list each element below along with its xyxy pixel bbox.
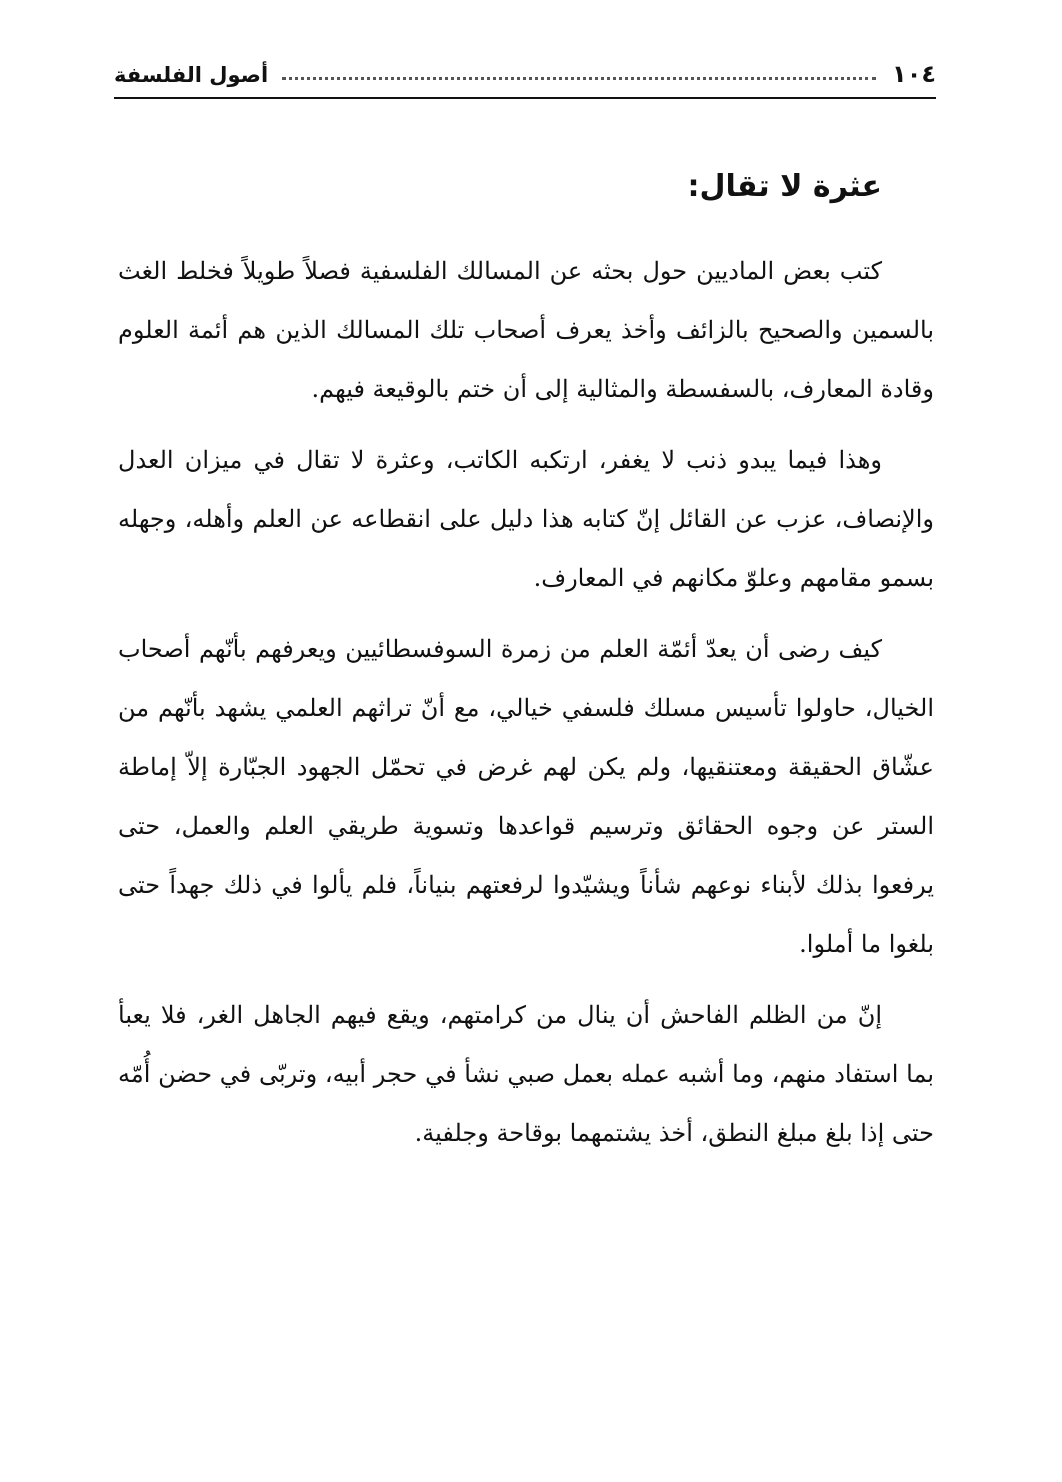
section-heading: عثرة لا تقال: xyxy=(687,169,882,204)
paragraph-4: إنّ من الظلم الفاحش أن ينال من كرامتهم، ويقع فيهم الجاهل الغر، فلا يعبأ بما استفاد منهم، وما أشبه عمله بعمل صبي نشأ في حجر أبيه، وتربّى في حضن أُمّه حتى إذا بلغ مبلغ النطق، أخذ يشتمهما بوقاحة وجلفية. xyxy=(118,1001,934,1147)
book-title: أصول الفلسفة xyxy=(114,63,269,87)
header-rule xyxy=(114,97,936,99)
paragraph-3: كيف رضى أن يعدّ أئمّة العلم من زمرة السوفسطائيين ويعرفهم بأنّهم أصحاب الخيال، حاولوا تأسيس مسلك فلسفي خيالي، مع أنّ تراثهم العلمي يشهد بأنّهم من عشّاق الحقيقة ومعتنقيها، ولم يكن لهم غرض في تحمّل الجهود الجبّارة إلاّ إماطة الستر عن وجوه الحقائق وترسيم قواعدها وتسوية طريقي العلم والعمل، حتى يرفعوا بذلك لأبناء نوعهم شأناً ويشيّدوا لرفعتهم بنياناً، فلم يألوا في ذلك جهداً حتى بلغوا ما أملوا. xyxy=(118,635,934,958)
dot-leader xyxy=(282,76,876,80)
running-header xyxy=(114,48,936,94)
page-number: ١٠٤ xyxy=(892,60,936,88)
page-content xyxy=(118,166,934,1175)
paragraph-1: كتب بعض الماديين حول بحثه عن المسالك الفلسفية فصلاً طويلاً فخلط الغث بالسمين والصحيح بالزائف وأخذ يعرف أصحاب تلك المسالك الذين هم أئمة العلوم وقادة المعارف، بالسفسطة والمثالية إلى أن ختم بالوقيعة فيهم. xyxy=(118,257,935,403)
paragraph-2: وهذا فيما يبدو ذنب لا يغفر، ارتكبه الكاتب، وعثرة لا تقال في ميزان العدل والإنصاف، عزب عن القائل إنّ كتابه هذا دليل على انقطاعه عن العلم وأهله، وجهله بسمو مقامهم وعلوّ مكانهم في المعارف. xyxy=(118,446,935,592)
